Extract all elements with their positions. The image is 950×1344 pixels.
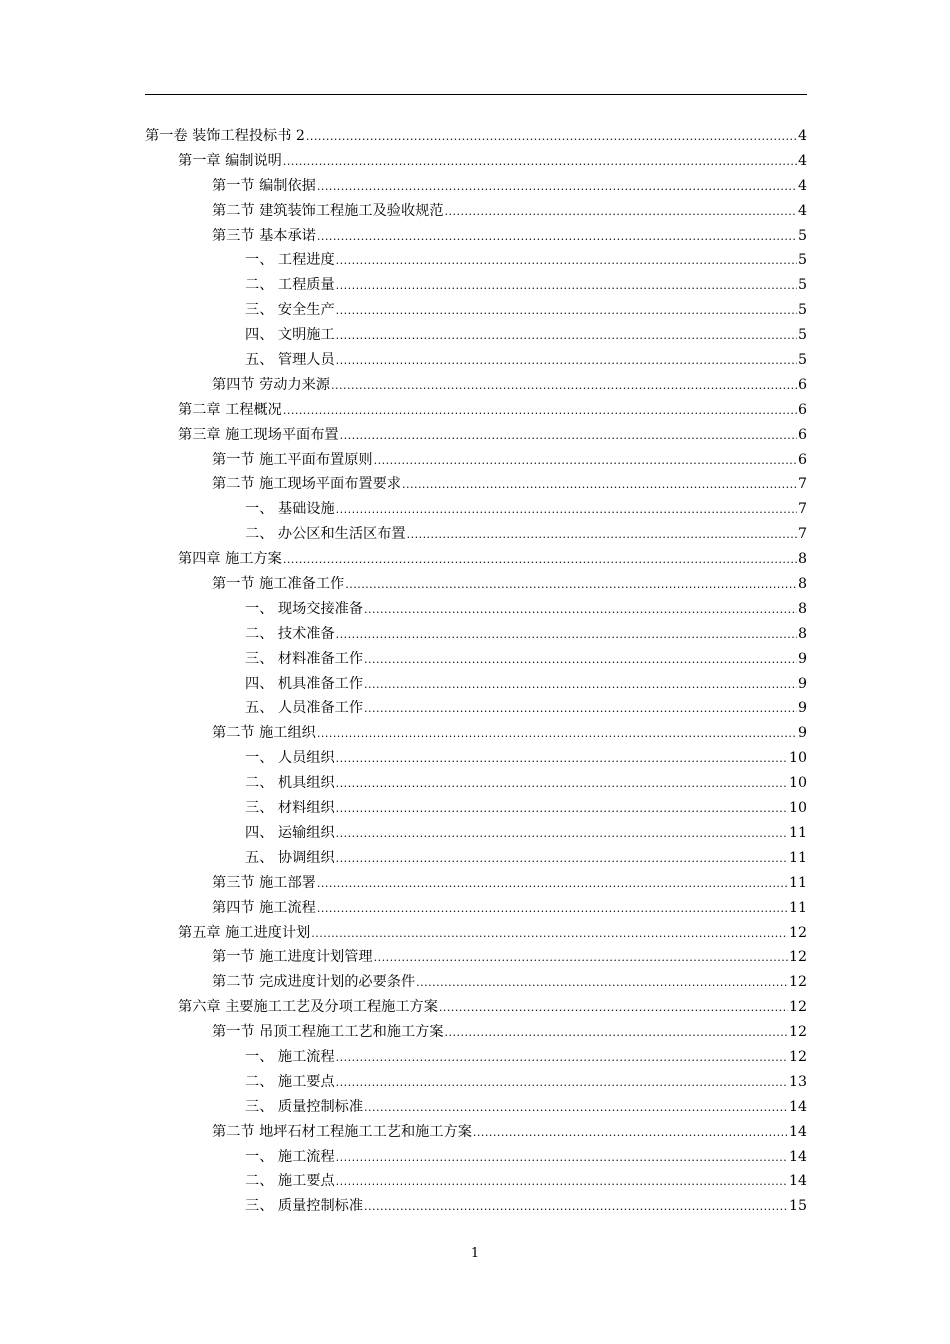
toc-entry-title: 二、 工程质量 bbox=[245, 277, 335, 294]
toc-entry-title: 第二节 建筑装饰工程施工及验收规范 bbox=[212, 202, 444, 219]
dot-leader bbox=[374, 946, 788, 971]
dot-leader bbox=[311, 922, 788, 947]
toc-entry-page: 6 bbox=[797, 451, 807, 468]
dot-leader bbox=[336, 498, 797, 523]
toc-entry-page: 10 bbox=[788, 750, 807, 767]
toc-entry[interactable] bbox=[145, 448, 807, 473]
dot-leader bbox=[336, 299, 797, 324]
toc-entry[interactable] bbox=[145, 199, 807, 224]
toc-entry-title: 一、 现场交接准备 bbox=[245, 600, 364, 617]
toc-entry-page: 10 bbox=[788, 800, 807, 817]
toc-entry[interactable] bbox=[145, 746, 807, 771]
toc-entry-page: 11 bbox=[788, 824, 807, 841]
dot-leader bbox=[317, 897, 788, 922]
toc-entry[interactable] bbox=[145, 945, 807, 970]
toc-entry-title: 三、 材料准备工作 bbox=[245, 650, 364, 667]
toc-entry-page: 10 bbox=[788, 775, 807, 792]
toc-entry-page: 12 bbox=[788, 949, 807, 966]
toc-entry-title: 四、 文明施工 bbox=[245, 327, 335, 344]
dot-leader bbox=[336, 847, 788, 872]
toc-entry[interactable] bbox=[145, 896, 807, 921]
table-of-contents bbox=[145, 124, 807, 1219]
toc-entry-page: 8 bbox=[797, 576, 807, 593]
dot-leader bbox=[336, 1046, 788, 1071]
toc-entry[interactable] bbox=[145, 423, 807, 448]
toc-entry[interactable] bbox=[145, 273, 807, 298]
toc-entry[interactable] bbox=[145, 348, 807, 373]
toc-entry-page: 5 bbox=[797, 327, 807, 344]
dot-leader bbox=[345, 573, 797, 598]
toc-entry-title: 第二节 施工现场平面布置要求 bbox=[212, 476, 401, 493]
toc-entry[interactable] bbox=[145, 821, 807, 846]
toc-entry[interactable] bbox=[145, 1120, 807, 1145]
toc-entry-title: 三、 质量控制标准 bbox=[245, 1198, 364, 1215]
toc-entry[interactable] bbox=[145, 398, 807, 423]
toc-entry-title: 三、 质量控制标准 bbox=[245, 1098, 364, 1115]
toc-entry[interactable] bbox=[145, 547, 807, 572]
toc-entry-title: 第五章 施工进度计划 bbox=[178, 924, 311, 941]
toc-entry[interactable] bbox=[145, 1095, 807, 1120]
toc-entry-page: 11 bbox=[788, 899, 807, 916]
toc-entry[interactable] bbox=[145, 1169, 807, 1194]
toc-entry-title: 一、 施工流程 bbox=[245, 1048, 335, 1065]
toc-entry-page: 14 bbox=[788, 1123, 807, 1140]
toc-entry-title: 二、 技术准备 bbox=[245, 625, 335, 642]
toc-entry[interactable] bbox=[145, 472, 807, 497]
dot-leader bbox=[340, 424, 797, 449]
toc-entry-page: 9 bbox=[797, 675, 807, 692]
dot-leader bbox=[317, 225, 797, 250]
toc-entry[interactable] bbox=[145, 248, 807, 273]
dot-leader bbox=[336, 623, 797, 648]
toc-entry-title: 第六章 主要施工工艺及分项工程施工方案 bbox=[178, 999, 438, 1016]
dot-leader bbox=[407, 523, 797, 548]
dot-leader bbox=[317, 175, 797, 200]
toc-entry-page: 8 bbox=[797, 625, 807, 642]
dot-leader bbox=[439, 996, 788, 1021]
toc-entry[interactable] bbox=[145, 224, 807, 249]
toc-entry-title: 第三章 施工现场平面布置 bbox=[178, 426, 339, 443]
toc-entry-title: 一、 施工流程 bbox=[245, 1148, 335, 1165]
toc-entry-title: 第一卷 装饰工程投标书 2 bbox=[145, 128, 305, 144]
toc-entry-title: 第四章 施工方案 bbox=[178, 551, 282, 568]
toc-entry-page: 9 bbox=[797, 725, 807, 742]
toc-entry[interactable] bbox=[145, 970, 807, 995]
dot-leader bbox=[364, 598, 797, 623]
dot-leader bbox=[336, 1170, 788, 1195]
toc-entry-title: 第一节 施工进度计划管理 bbox=[212, 949, 373, 966]
toc-entry-title: 四、 机具准备工作 bbox=[245, 675, 364, 692]
toc-entry[interactable] bbox=[145, 149, 807, 174]
dot-leader bbox=[283, 399, 797, 424]
dot-leader bbox=[473, 1121, 788, 1146]
toc-entry-page: 12 bbox=[788, 974, 807, 991]
toc-entry-title: 四、 运输组织 bbox=[245, 824, 335, 841]
toc-entry-page: 5 bbox=[797, 277, 807, 294]
toc-entry-page: 5 bbox=[797, 302, 807, 319]
toc-entry-title: 二、 施工要点 bbox=[245, 1073, 335, 1090]
toc-entry[interactable] bbox=[145, 1145, 807, 1170]
toc-entry-title: 一、 工程进度 bbox=[245, 252, 335, 269]
toc-entry-page: 12 bbox=[788, 1024, 807, 1041]
toc-entry-page: 6 bbox=[797, 426, 807, 443]
dot-leader bbox=[317, 722, 797, 747]
dot-leader bbox=[364, 1195, 788, 1220]
toc-entry-page: 11 bbox=[788, 849, 807, 866]
toc-entry-page: 4 bbox=[797, 128, 807, 144]
dot-leader bbox=[445, 200, 797, 225]
toc-entry-page: 6 bbox=[797, 401, 807, 418]
dot-leader bbox=[336, 747, 788, 772]
dot-leader bbox=[364, 697, 797, 722]
toc-entry-page: 5 bbox=[797, 227, 807, 244]
dot-leader bbox=[364, 1096, 788, 1121]
dot-leader bbox=[336, 797, 788, 822]
toc-entry-page: 12 bbox=[788, 999, 807, 1016]
toc-entry-title: 五、 人员准备工作 bbox=[245, 700, 364, 717]
header-rule bbox=[145, 94, 807, 95]
toc-entry-title: 第三节 基本承诺 bbox=[212, 227, 316, 244]
toc-entry[interactable] bbox=[145, 373, 807, 398]
toc-entry[interactable] bbox=[145, 721, 807, 746]
toc-entry[interactable] bbox=[145, 1070, 807, 1095]
toc-entry-page: 14 bbox=[788, 1173, 807, 1190]
toc-entry-title: 第四节 施工流程 bbox=[212, 899, 316, 916]
toc-entry-page: 7 bbox=[797, 476, 807, 493]
toc-entry-page: 5 bbox=[797, 252, 807, 269]
toc-entry[interactable] bbox=[145, 597, 807, 622]
toc-entry-page: 12 bbox=[788, 924, 807, 941]
toc-entry-title: 二、 机具组织 bbox=[245, 775, 335, 792]
toc-entry[interactable] bbox=[145, 298, 807, 323]
toc-entry-page: 8 bbox=[797, 551, 807, 568]
toc-entry-title: 第一章 编制说明 bbox=[178, 152, 282, 169]
dot-leader bbox=[445, 1021, 788, 1046]
toc-entry-title: 第二章 工程概况 bbox=[178, 401, 282, 418]
toc-entry[interactable] bbox=[145, 647, 807, 672]
toc-entry-title: 第三节 施工部署 bbox=[212, 874, 316, 891]
toc-entry[interactable] bbox=[145, 323, 807, 348]
toc-entry[interactable] bbox=[145, 572, 807, 597]
dot-leader bbox=[374, 449, 797, 474]
toc-entry-page: 5 bbox=[797, 352, 807, 369]
toc-entry[interactable] bbox=[145, 497, 807, 522]
toc-entry[interactable] bbox=[145, 871, 807, 896]
toc-entry[interactable] bbox=[145, 846, 807, 871]
toc-entry-title: 第四节 劳动力来源 bbox=[212, 376, 331, 393]
toc-entry-title: 三、 材料组织 bbox=[245, 800, 335, 817]
toc-entry-page: 13 bbox=[788, 1073, 807, 1090]
toc-entry[interactable] bbox=[145, 1045, 807, 1070]
dot-leader bbox=[336, 1146, 788, 1171]
dot-leader bbox=[336, 324, 797, 349]
toc-entry-page: 14 bbox=[788, 1098, 807, 1115]
dot-leader bbox=[364, 673, 797, 698]
dot-leader bbox=[364, 648, 797, 673]
toc-entry-title: 第一节 施工准备工作 bbox=[212, 576, 345, 593]
dot-leader bbox=[336, 349, 797, 374]
toc-entry[interactable] bbox=[145, 672, 807, 697]
dot-leader bbox=[336, 822, 788, 847]
toc-entry-page: 4 bbox=[797, 177, 807, 194]
toc-entry-page: 14 bbox=[788, 1148, 807, 1165]
toc-entry[interactable] bbox=[145, 1020, 807, 1045]
toc-entry[interactable] bbox=[145, 696, 807, 721]
toc-entry-title: 二、 施工要点 bbox=[245, 1173, 335, 1190]
toc-entry[interactable] bbox=[145, 622, 807, 647]
dot-leader bbox=[336, 1071, 788, 1096]
toc-entry-title: 第一节 施工平面布置原则 bbox=[212, 451, 373, 468]
toc-entry-title: 第一节 吊顶工程施工工艺和施工方案 bbox=[212, 1024, 444, 1041]
toc-entry-title: 二、 办公区和生活区布置 bbox=[245, 526, 406, 543]
toc-entry-page: 11 bbox=[788, 874, 807, 891]
dot-leader bbox=[402, 473, 797, 498]
toc-entry-title: 五、 管理人员 bbox=[245, 352, 335, 369]
toc-entry[interactable] bbox=[145, 124, 807, 149]
toc-entry-page: 12 bbox=[788, 1048, 807, 1065]
dot-leader bbox=[416, 971, 788, 996]
toc-entry-title: 一、 人员组织 bbox=[245, 750, 335, 767]
toc-entry-title: 第二节 完成进度计划的必要条件 bbox=[212, 974, 416, 991]
toc-entry-page: 15 bbox=[788, 1198, 807, 1215]
dot-leader bbox=[306, 125, 797, 150]
dot-leader bbox=[283, 548, 797, 573]
dot-leader bbox=[336, 772, 788, 797]
toc-entry-title: 第二节 地坪石材工程施工工艺和施工方案 bbox=[212, 1123, 472, 1140]
toc-entry-page: 4 bbox=[797, 152, 807, 169]
toc-entry[interactable] bbox=[145, 522, 807, 547]
toc-entry[interactable] bbox=[145, 1194, 807, 1219]
toc-entry-title: 三、 安全生产 bbox=[245, 302, 335, 319]
dot-leader bbox=[283, 150, 797, 175]
toc-entry-title: 一、 基础设施 bbox=[245, 501, 335, 518]
toc-entry-page: 9 bbox=[797, 700, 807, 717]
toc-entry-page: 9 bbox=[797, 650, 807, 667]
toc-entry[interactable] bbox=[145, 174, 807, 199]
toc-entry[interactable] bbox=[145, 796, 807, 821]
toc-entry[interactable] bbox=[145, 921, 807, 946]
dot-leader bbox=[331, 374, 797, 399]
dot-leader bbox=[336, 274, 797, 299]
toc-entry-title: 第一节 编制依据 bbox=[212, 177, 316, 194]
toc-entry[interactable] bbox=[145, 771, 807, 796]
toc-entry[interactable] bbox=[145, 995, 807, 1020]
toc-entry-page: 7 bbox=[797, 526, 807, 543]
toc-entry-page: 6 bbox=[797, 376, 807, 393]
dot-leader bbox=[317, 872, 788, 897]
toc-entry-page: 4 bbox=[797, 202, 807, 219]
toc-entry-page: 8 bbox=[797, 600, 807, 617]
dot-leader bbox=[336, 249, 797, 274]
toc-entry-title: 第二节 施工组织 bbox=[212, 725, 316, 742]
page-number: 1 bbox=[470, 1246, 480, 1261]
toc-entry-title: 五、 协调组织 bbox=[245, 849, 335, 866]
toc-entry-page: 7 bbox=[797, 501, 807, 518]
